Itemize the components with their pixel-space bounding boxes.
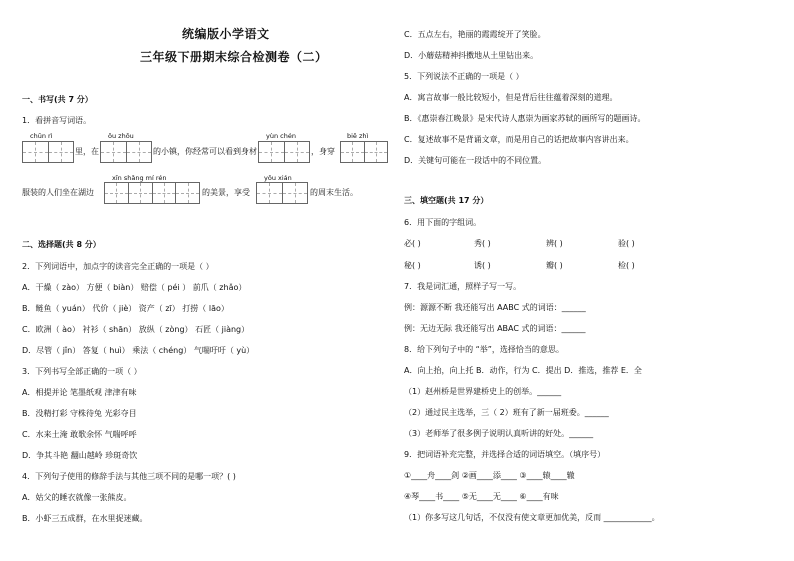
q8-options: A．向上抬，向上托 B．动作，行为 C．提出 D．推选，推荐 E．全: [404, 366, 642, 375]
q6-item-8[interactable]: 检( ): [618, 261, 635, 270]
q9-row-2[interactable]: ④琴____书____ ⑤无____无____ ⑥____有味: [404, 492, 559, 501]
q1-text-c: ，身穿: [311, 147, 335, 156]
q6-item-2[interactable]: 秀( ): [474, 239, 491, 248]
q8-item-1[interactable]: （1）赵州桥是世界建桥史上的创举。______: [404, 387, 562, 396]
q5-option-c[interactable]: C．复述故事不是背诵文章，而是用自己的话把故事内容讲出来。: [404, 135, 634, 144]
writing-grid-1[interactable]: [22, 141, 74, 163]
q3-option-c[interactable]: C．水来土淹 敢歌余怀 气喘呼呼: [22, 430, 137, 439]
q9-row-1[interactable]: ①____舟____剑 ②画____添____ ③____辕____辙: [404, 471, 575, 480]
question-9: 9．把词语补充完整，并选择合适的词语填空。（填序号）: [404, 450, 606, 459]
q2-option-d[interactable]: D．尽管（ jǐn） 答复（ huì） 乘法（ chéng） 气喘吁吁（ yù）: [22, 346, 255, 355]
pinyin-1: chūn rì: [30, 132, 53, 140]
q8-item-3[interactable]: （3）老师举了很多例子说明认真听讲的好处。______: [404, 429, 594, 438]
question-6: 6．用下面的字组词。: [404, 218, 482, 227]
q2-option-c[interactable]: C．欧洲（ ào） 衬衫（ shān） 放纵（ zòng） 石匠（ jiàng）: [22, 325, 250, 334]
q9-item-1[interactable]: （1）你多写这几句话，不仅没有使文章更加优美，反而 ____________。: [404, 513, 660, 522]
section-3-heading: 三、填空题(共 17 分）: [404, 196, 489, 205]
q6-item-7[interactable]: 瓣( ): [546, 261, 563, 270]
q8-item-2[interactable]: （2）通过民主选举，三（ 2）班有了新一届班委。______: [404, 408, 609, 417]
pinyin-4: biē zhì: [347, 132, 369, 140]
writing-grid-4[interactable]: [340, 141, 388, 163]
writing-grid-2[interactable]: [100, 141, 152, 163]
q3-option-d[interactable]: D．争其斗艳 翻山越岭 珍斑奇饮: [22, 451, 138, 460]
q1-text-a: 里，在: [75, 147, 99, 156]
q1-text-d: 服装的人们坐在湖边: [22, 188, 94, 197]
q4-option-b[interactable]: B．小虾三五成群，在水里捉迷藏。: [22, 514, 148, 523]
question-4: 4．下列句子使用的修辞手法与其他三项不同的是哪一项？( ): [22, 472, 236, 481]
q6-item-5[interactable]: 秘( ): [404, 261, 421, 270]
question-5: 5．下列说法不正确的一项是（ ）: [404, 72, 524, 81]
q5-option-b[interactable]: B．《惠崇春江晚景》是宋代诗人惠崇为画家苏轼的画所写的题画诗。: [404, 114, 646, 123]
question-2: 2．下列词语中，加点字的读音完全正确的一项是（ ）: [22, 262, 214, 271]
page-subtitle: 三年级下册期末综合检测卷（二）: [140, 50, 328, 64]
q1-text-f: 的周末生活。: [310, 188, 358, 197]
pinyin-2: ōu zhōu: [108, 132, 134, 140]
q7-example-b[interactable]: 例：无边无际 我还能写出 ABAC 式的词语：______: [404, 324, 586, 333]
pinyin-5: xīn shǎng mí rén: [112, 174, 167, 182]
page-title: 统编版小学语文: [182, 27, 270, 41]
pinyin-3: yùn chén: [266, 132, 296, 140]
q6-item-6[interactable]: 诱( ): [474, 261, 491, 270]
q5-option-d[interactable]: D．关键句可能在一段话中的不同位置。: [404, 156, 547, 165]
pinyin-6: yōu xián: [264, 174, 292, 182]
q5-option-a[interactable]: A．寓言故事一般比较短小，但是背后往往蕴着深刻的道理。: [404, 93, 618, 102]
q6-item-3[interactable]: 辨( ): [546, 239, 563, 248]
writing-grid-3[interactable]: [258, 141, 310, 163]
section-1-heading: 一、书写(共 7 分）: [22, 95, 93, 104]
question-8: 8．给下列句子中的 “举”，选择恰当的意思。: [404, 345, 564, 354]
section-2-heading: 二、选择题(共 8 分）: [22, 240, 101, 249]
writing-grid-5[interactable]: [104, 182, 200, 204]
q4-option-a[interactable]: A．姑父的睡衣就像一张熊皮。: [22, 493, 132, 502]
q3-option-a[interactable]: A．相提并论 笔墨纸观 津津有味: [22, 388, 137, 397]
question-3: 3．下列书写全部正确的一项（ ）: [22, 367, 142, 376]
q1-text-b: 的小镇，你经常可以看到身材: [153, 147, 257, 156]
q4-option-d[interactable]: D．小蘑菇精神抖擞地从土里钻出来。: [404, 51, 539, 60]
question-7: 7．我是词汇通，照样子写一写。: [404, 282, 522, 291]
q3-option-b[interactable]: B．没精打彩 守株待兔 光彩夺目: [22, 409, 137, 418]
q4-option-c[interactable]: C．五点左右，艳丽的霞霞绽开了笑脸。: [404, 30, 546, 39]
question-1: 1．看拼音写词语。: [22, 116, 92, 125]
q2-option-b[interactable]: B．鲢鱼（ yuán） 代价（ jiè） 资产（ zī） 打捞（ lāo）: [22, 304, 229, 313]
q6-item-4[interactable]: 验( ): [618, 239, 635, 248]
writing-grid-6[interactable]: [256, 182, 308, 204]
q2-option-a[interactable]: A．干燥（ zào） 方便（ biàn） 赔偿（ péi ） 前爪（ zhǎo）: [22, 283, 247, 292]
q1-text-e: 的美景，享受: [202, 188, 250, 197]
q6-item-1[interactable]: 必( ): [404, 239, 421, 248]
q7-example-a[interactable]: 例：源源不断 我还能写出 AABC 式的词语：______: [404, 303, 586, 312]
